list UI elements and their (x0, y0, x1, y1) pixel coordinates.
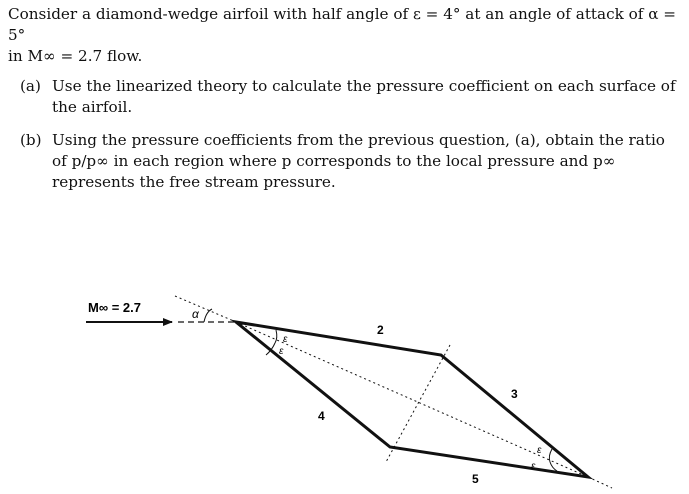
surface-label-3: 3 (511, 387, 518, 401)
chord-line (236, 322, 588, 477)
leading-edge-epsilon-lower: ε (279, 346, 284, 357)
trailing-edge-epsilon-upper: ε (537, 445, 542, 456)
part-a-label: (a) (20, 77, 41, 95)
surface-label-2: 2 (377, 323, 384, 337)
trailing-edge-epsilon-lower: ε (531, 461, 536, 472)
max-thickness-line (386, 345, 450, 462)
part-b-text: Using the pressure coefficients from the previous question, (a), obtain the ratio of p/p∞ in each region where p corresponds to the local pressure and p∞ represents the free stream pressure. (52, 131, 665, 191)
leading-edge-epsilon-upper: ε (283, 334, 288, 345)
part-a-text: Use the linearized theory to calculate the pressure coefficient on each surface of the airfoil. (52, 77, 676, 116)
surface-label-5: 5 (472, 472, 479, 486)
alpha-arc (204, 309, 212, 322)
part-b-label: (b) (20, 131, 42, 149)
problem-intro-line-2: in M∞ = 2.7 flow. (8, 47, 143, 65)
alpha-label: α (192, 307, 199, 321)
problem-intro-line-1: Consider a diamond-wedge airfoil with half angle of ε = 4° at an angle of attack of α = 5° (8, 5, 677, 44)
trailing-edge-epsilon-arc-upper (549, 449, 552, 462)
trailing-edge-epsilon-arc-lower (550, 462, 557, 471)
freestream-mach-label: M∞ = 2.7 (88, 300, 141, 315)
leading-edge-epsilon-arc-upper (275, 330, 277, 343)
surface-label-4: 4 (318, 409, 325, 423)
